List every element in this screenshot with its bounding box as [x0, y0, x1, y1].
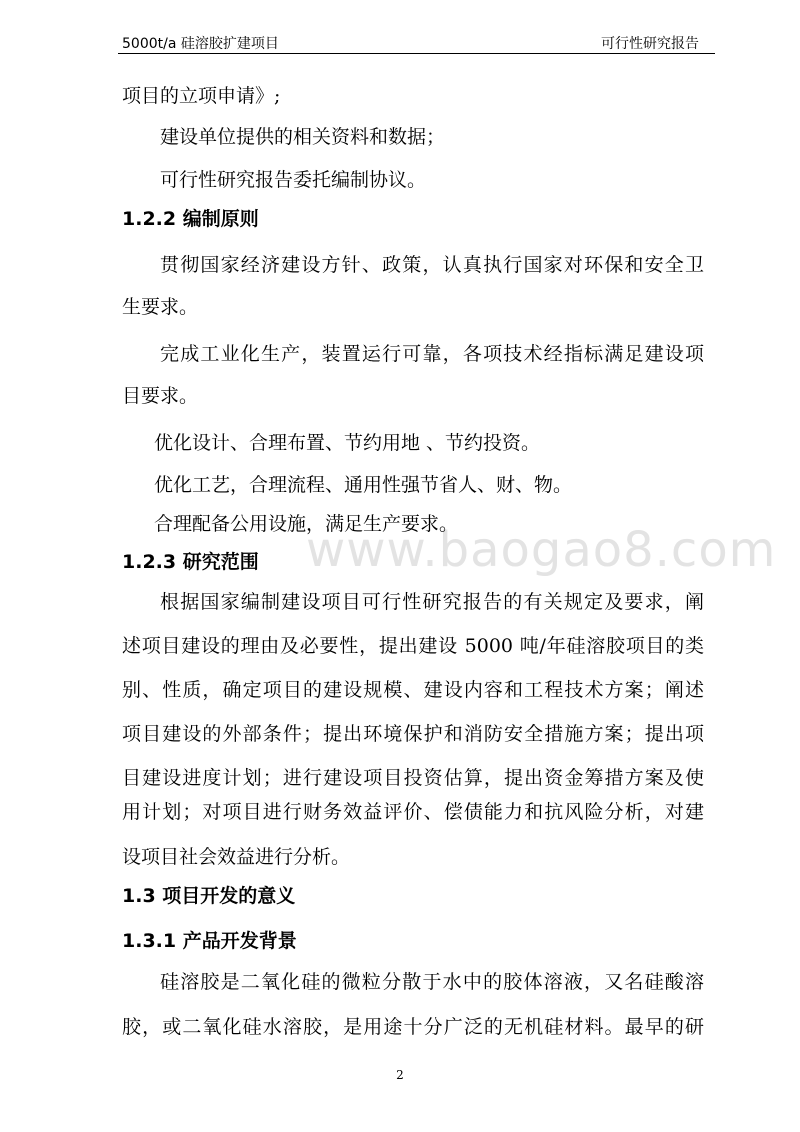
- section-heading-1-2-2: 1.2.2 编制原则: [122, 208, 259, 230]
- paragraph-line: 目建设进度计划；进行建设项目投资估算，提出资金筹措方案及使: [122, 767, 704, 789]
- header-report-title: 可行性研究报告: [601, 36, 699, 52]
- paragraph-line: 硅溶胶是二氧化硅的微粒分散于水中的胶体溶液，又名硅酸溶: [160, 971, 704, 993]
- paragraph-line: 生要求。: [122, 296, 199, 318]
- section-heading-1-3: 1.3 项目开发的意义: [122, 885, 296, 907]
- paragraph-line: 述项目建设的理由及必要性，提出建设 5000 吨/年硅溶胶项目的类: [122, 635, 704, 657]
- section-heading-1-3-1: 1.3.1 产品开发背景: [122, 930, 297, 952]
- text-line: 建设单位提供的相关资料和数据；: [160, 126, 446, 148]
- paragraph-line: 完成工业化生产，装置运行可靠，各项技术经指标满足建设项: [160, 343, 704, 365]
- paragraph-line: 项目建设的外部条件；提出环境保护和消防安全措施方案；提出项: [122, 723, 704, 745]
- text-line: 优化设计、合理布置、节约用地 、节约投资。: [154, 432, 541, 454]
- paragraph-line: 胶，或二氧化硅水溶胶，是用途十分广泛的无机硅材料。最早的研: [122, 1016, 704, 1038]
- watermark: www.baogao8.com: [306, 522, 777, 578]
- paragraph-line: 目要求。: [122, 385, 199, 407]
- paragraph-line: 根据国家编制建设项目可行性研究报告的有关规定及要求，阐: [160, 591, 704, 613]
- text-line: 优化工艺，合理流程、通用性强节省人、财、物。: [154, 474, 573, 496]
- text-line: 可行性研究报告委托编制协议。: [160, 169, 427, 191]
- section-heading-1-2-3: 1.2.3 研究范围: [122, 551, 259, 573]
- text-line: 合理配备公用设施，满足生产要求。: [154, 513, 459, 535]
- paragraph-line: 贯彻国家经济建设方针、政策，认真执行国家对环保和安全卫: [160, 254, 704, 276]
- paragraph-line: 别、性质，确定项目的建设规模、建设内容和工程技术方案；阐述: [122, 679, 704, 701]
- paragraph-line: 用计划；对项目进行财务效益评价、偿债能力和抗风险分析，对建: [122, 801, 704, 823]
- text-line: 项目的立项申请》;: [122, 85, 281, 107]
- page-number: 2: [396, 1068, 404, 1082]
- paragraph-line: 设项目社会效益进行分析。: [122, 846, 351, 868]
- header-rule: [118, 53, 715, 54]
- header-project-title: 5000t/a 硅溶胶扩建项目: [122, 36, 279, 52]
